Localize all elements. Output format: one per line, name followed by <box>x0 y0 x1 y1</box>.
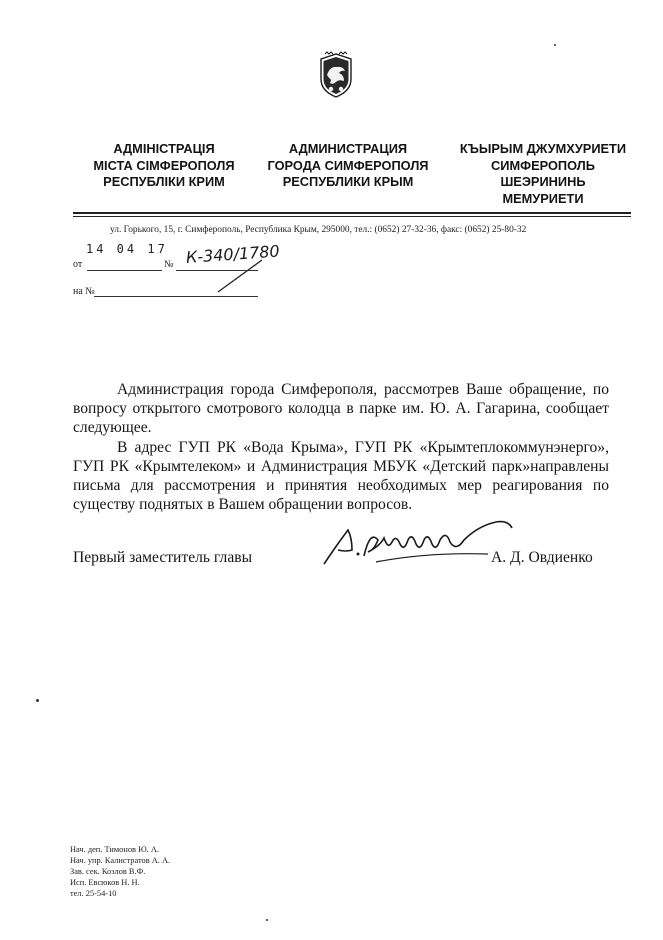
header-russian <box>250 141 446 191</box>
executor-notes <box>70 844 170 899</box>
executor-note-line: Зав. сек. Козлов В.Ф. <box>70 867 146 876</box>
executor-note-line: Нач. упр. Калистратов А. А. <box>70 856 171 865</box>
header-russian-line: РЕСПУБЛИКИ КРЫМ <box>282 174 414 190</box>
header-ukrainian <box>66 141 262 191</box>
header-crimean-tatar-line: МЕМУРИЕТИ <box>502 190 584 206</box>
header-russian-line: АДМИНИСТРАЦИЯ <box>288 141 408 156</box>
header-crimean-tatar-line: КЪЫРЫМ ДЖУМХУРИЕТИ <box>459 141 627 156</box>
header-russian-line: ГОРОДА СИМФЕРОПОЛЯ <box>267 157 429 173</box>
letter-body <box>73 380 609 514</box>
from-label: от <box>73 259 83 270</box>
header-divider <box>73 212 631 214</box>
date-underline <box>87 270 162 271</box>
registration-number: К-340/1780 <box>185 241 281 267</box>
scan-speck <box>554 44 556 46</box>
executor-note-line: Исп. Евсюков Н. Н. <box>70 878 140 887</box>
scan-speck <box>266 919 268 921</box>
header-ukrainian-line: АДМІНІСТРАЦІЯ <box>113 141 215 156</box>
registration-slash-mark <box>200 250 280 295</box>
header-ukrainian-line: МІСТА СІМФЕРОПОЛЯ <box>93 157 235 173</box>
header-divider-thin <box>73 216 631 217</box>
coat-of-arms-icon <box>317 51 355 99</box>
signatory-name: А. Д. Овдиенко <box>491 549 593 566</box>
address-line: ул. Горького, 15, г. Симферополь, Республика Крым, 295000, тел.: (0652) 27-32-36, факс: (0652) 25-80-32 <box>110 225 527 235</box>
reply-underline <box>94 296 258 297</box>
header-crimean-tatar <box>441 141 645 207</box>
handwritten-signature <box>318 516 528 576</box>
signatory-title: Первый заместитель главы <box>73 549 253 566</box>
body-paragraph: Администрация города Симферополя, рассмотрев Ваше обращение, по вопросу открытого смотрового колодца в парке им. Ю. А. Гагарина, сообщает следующее. <box>73 381 609 437</box>
header-ukrainian-line: РЕСПУБЛІКИ КРИМ <box>103 174 225 190</box>
executor-note-line: Нач. деп. Тимонов Ю. А. <box>70 845 160 854</box>
registration-date: 14 04 17 <box>86 242 168 256</box>
scan-speck <box>36 699 39 702</box>
executor-note-line: тел. 25-54-10 <box>70 889 117 898</box>
header-crimean-tatar-line: ШЕЭРИНИНЬ <box>500 174 586 190</box>
reply-label: на № <box>73 286 95 297</box>
header-crimean-tatar-line: СИМФЕРОПОЛЬ <box>491 157 595 173</box>
body-paragraph: В адрес ГУП РК «Вода Крыма», ГУП РК «Крымтеплокоммунэнерго», ГУП РК «Крымтелеком» и Администрация МБУК «Детский парк»направлены письма для рассмотрения и принятия необходимых мер реагирования по существу поднятых в Вашем обращении вопросов. <box>73 438 609 514</box>
number-label: № <box>164 259 174 270</box>
